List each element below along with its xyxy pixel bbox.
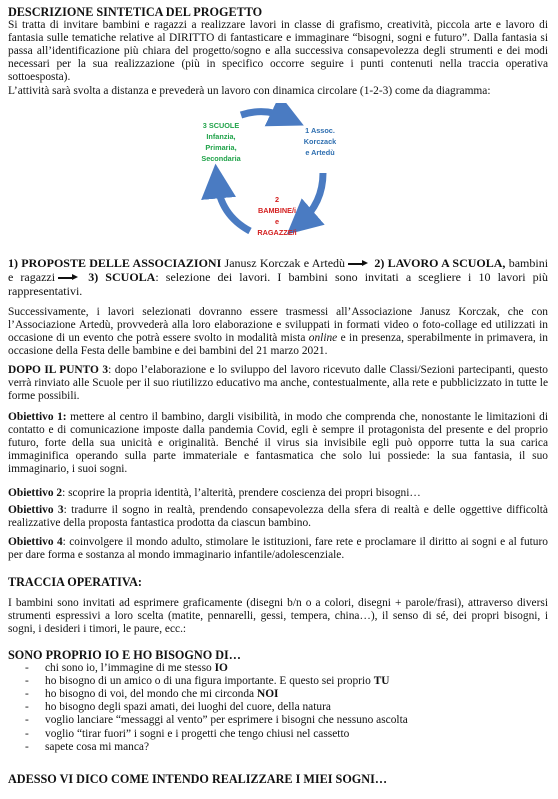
right-arrow-icon: [348, 261, 368, 267]
objective-4-label: Obiettivo 4: [8, 536, 63, 548]
objective-4-text: : coinvolgere il mondo adulto, stimolare le istituzioni, fare rete e proclamare il diritto ai sogni e al futuro per dare forma e sostanza al mondo immaginario infantile/adolescenziale.: [8, 536, 548, 562]
step-1-text: Janusz Korczak e Artedù: [224, 256, 346, 270]
final-heading: ADESSO VI DICO COME INTENDO REALIZZARE I MIEI SOGNI…: [8, 772, 388, 786]
list-item: - sapete cosa mi manca?: [8, 741, 548, 754]
successive-italic: online: [308, 332, 338, 345]
cycle-diagram: [195, 103, 345, 248]
list-item: - ho bisogno di voi, del mondo che mi circonda NOI: [8, 688, 548, 701]
final-heading-block: [8, 773, 548, 786]
step-3-title: 3) SCUOLA: [88, 270, 156, 284]
activity-paragraph: L’attività sarà svolta a distanza e prevederà un lavoro con dinamica circolare (1-2-3) come da diagramma:: [8, 84, 491, 97]
step-2-text: bambini e ragazzi: [8, 256, 549, 284]
list-item: - ho bisogno di un amico o di una figura importante. E questo sei proprio TU: [8, 675, 548, 688]
objective-3-label: Obiettivo 3: [8, 504, 64, 516]
objective-3: [8, 504, 548, 530]
traccia-heading-block: [8, 576, 548, 589]
arrow-schools-to-assoc: [241, 112, 288, 118]
step-2-title: 2) LAVORO A SCUOLA,: [374, 256, 506, 270]
list-item: - voglio lanciare “messaggi al vento” per esprimere i bisogni che nessuno ascolta: [8, 714, 548, 727]
step-3-text: : selezione dei lavori. I bambini sono invitati a scegliere i 10 lavori più rappresentativi.: [8, 270, 549, 298]
dopo-title: DOPO IL PUNTO 3: [8, 364, 109, 376]
description-section: [8, 6, 548, 98]
diagram-label-associations: 1 Assoc. Korczack e Artedù: [303, 126, 337, 157]
list-item: - voglio “tirar fuori” i sogni e i progetti che tengo chiusi nel cassetto: [8, 728, 548, 741]
objective-2-label: Obiettivo 2: [8, 487, 63, 499]
description-heading: DESCRIZIONE SINTETICA DEL PROGETTO: [8, 5, 263, 19]
sono-section: [8, 649, 548, 754]
steps-section: [8, 256, 548, 298]
objective-1-label: Obiettivo 1:: [8, 411, 67, 423]
traccia-text: I bambini sono invitati ad esprimere graficamente (disegni b/n o a colori, disegni + parole/frasi), attraverso diversi strumenti espressivi a loro scelta (matite, pennarelli, gessi, tempera, china…), il senso di sé, dei propri bisogni, i sogni, i desideri i timori, le paure, ecc.:: [8, 597, 548, 636]
successive-paragraph: [8, 306, 548, 358]
successive-text-a: Successivamente, i lavori selezionati dovranno essere trasmessi all’Associazione Janusz Korczak, che con l’Associazione Artedù, provvederà alla loro elaborazione e sviluppati in formati video o foto-collage ed utilizzati in occasione di un evento che potrà essere svolto in modalità mista: [8, 306, 548, 345]
objective-4: [8, 536, 548, 562]
objective-2: [8, 487, 548, 500]
dopo-paragraph: [8, 364, 548, 403]
successive-text-b: e in presenza, sperabilmente in primavera, in occasione della Festa delle bambine e dei bambini del 21 marzo 2021.: [8, 332, 548, 358]
objective-2-text: : scoprire la propria identità, l’alterità, prendere coscienza dei propri bisogni…: [62, 487, 421, 499]
list-item: - chi sono io, l’immagine di me stesso IO: [8, 662, 548, 675]
objective-1-text: mettere al centro il bambino, dargli visibilità, in modo che comprenda che, nonostante le limitazioni di contatto e di comunicazione imposte dalla pandemia Covid, egli è sempre il protagonista del presente e del proprio futuro, forte della sua unicità e originalità. Benché il virus sia invisibile egli può opporre tutta la sua carica immaginifica operando sulla parte immateriale e fantasmatica che solo lui possiede: la sua fantasia, il suo immaginario, i suoi sogni.: [8, 411, 548, 476]
step-1-title: 1) PROPOSTE DELLE ASSOCIAZIONI: [8, 256, 222, 270]
traccia-heading: TRACCIA OPERATIVA:: [8, 575, 142, 589]
diagram-label-children: 2 BAMBINE/i e RAGAZZE/i: [257, 195, 297, 237]
diagram-label-schools: 3 SCUOLE Infanzia, Primaria, Secondaria: [201, 121, 241, 163]
arrow-kids-to-schools: [217, 181, 250, 231]
objective-3-text: : tradurre il sogno in realtà, prendendo consapevolezza della sfera di realtà e delle oggettive difficoltà realizzative della proposta fantastica prodotta da ciascun bambino.: [8, 504, 548, 530]
description-paragraph: Si tratta di invitare bambini e ragazzi a realizzare lavori in classe di grafismo, creatività, piccola arte e lavoro di fantasia sulle tematiche relative al DIRITTO di fantasticare e immaginare “bisogni, sogni e futuro”. Dalla fantasia si passa all’identificazione più chiara del progetto/sogno e alla successiva consapevolezza degli strumenti e dei modi necessari per la sua realizzazione (più in specifico occorre seguire i punti contenuti nella traccia operativa sottoesposta).: [8, 19, 548, 84]
sono-heading: SONO PROPRIO IO E HO BISOGNO DI…: [8, 648, 241, 662]
list-item: - ho bisogno degli spazi amati, dei luoghi del cuore, della natura: [8, 701, 548, 714]
objective-1: [8, 411, 548, 476]
traccia-paragraph: [8, 597, 548, 636]
right-arrow-icon: [58, 275, 78, 281]
dopo-text: : dopo l’elaborazione e lo sviluppo del lavoro ricevuto dalle Classi/Sezioni partecipanti, questo verrà rinviato alle Scuole per il suo riutilizzo educativo ma anche, contestualmente, alla rete e pubblicizzato in tutte le forme possibili.: [8, 364, 548, 403]
steps-paragraph: [8, 256, 548, 298]
needs-list: [8, 662, 548, 754]
